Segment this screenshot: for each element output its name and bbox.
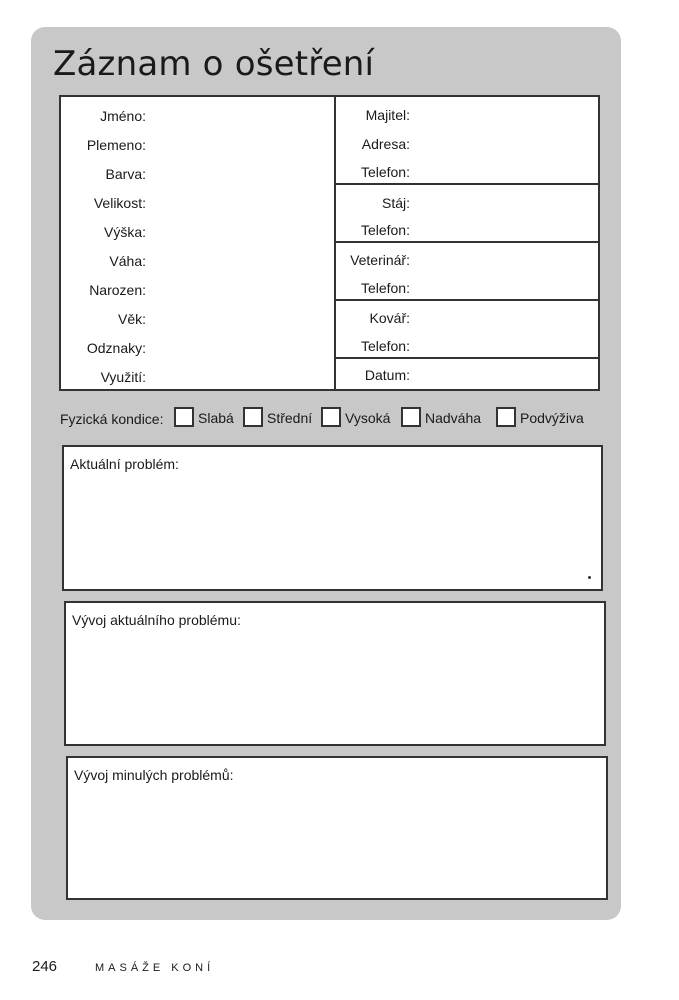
past-problems-label: Vývoj minulých problémů:: [74, 767, 234, 783]
option-label: Nadváha: [425, 410, 482, 426]
current-problem-box[interactable]: [62, 445, 603, 591]
field-date: Datum:: [364, 367, 410, 383]
checkbox[interactable]: [496, 407, 516, 427]
info-table: [59, 95, 600, 391]
checkbox[interactable]: [401, 407, 421, 427]
field-size: Velikost:: [93, 195, 146, 211]
field-owner-phone: Telefon:: [360, 164, 410, 180]
option-label: Slabá: [198, 410, 234, 426]
checkbox[interactable]: [174, 407, 194, 427]
field-vet: Veterinář:: [350, 252, 410, 268]
physical-condition-label: Fyzická kondice:: [60, 411, 164, 427]
current-problem-label: Aktuální problém:: [70, 456, 179, 472]
field-color: Barva:: [105, 166, 146, 182]
divider: [336, 299, 598, 301]
divider: [336, 241, 598, 243]
option-label: Podvýživa: [520, 410, 584, 426]
ink-dot: [588, 576, 591, 579]
field-owner: Majitel:: [365, 107, 410, 123]
field-weight: Váha:: [109, 253, 146, 269]
page-title: Záznam o ošetření: [53, 44, 375, 84]
checkbox[interactable]: [243, 407, 263, 427]
field-address: Adresa:: [361, 136, 410, 152]
field-use: Využití:: [100, 369, 146, 385]
field-vet-phone: Telefon:: [360, 280, 410, 296]
option-label: Střední: [267, 410, 313, 426]
checkbox[interactable]: [321, 407, 341, 427]
divider: [336, 183, 598, 185]
field-markings: Odznaky:: [86, 340, 146, 356]
problem-progress-label: Vývoj aktuálního problému:: [72, 612, 241, 628]
field-farrier: Kovář:: [369, 310, 410, 326]
field-height: Výška:: [103, 224, 146, 240]
option-label: Vysoká: [345, 410, 391, 426]
field-stable-phone: Telefon:: [360, 222, 410, 238]
field-age: Věk:: [117, 311, 146, 327]
physical-condition-row: [60, 406, 620, 432]
page-number: 246: [32, 958, 58, 975]
problem-progress-box[interactable]: [64, 601, 606, 746]
contacts-column: [336, 97, 598, 389]
divider: [336, 357, 598, 359]
field-born: Narozen:: [89, 282, 146, 298]
field-breed: Plemeno:: [86, 137, 146, 153]
field-farrier-phone: Telefon:: [360, 338, 410, 354]
field-stable: Stáj:: [381, 195, 410, 211]
field-name: Jméno:: [100, 108, 146, 124]
past-problems-box[interactable]: [66, 756, 608, 900]
running-title: MASÁŽE KONÍ: [95, 962, 215, 974]
horse-info-column: [61, 97, 336, 389]
